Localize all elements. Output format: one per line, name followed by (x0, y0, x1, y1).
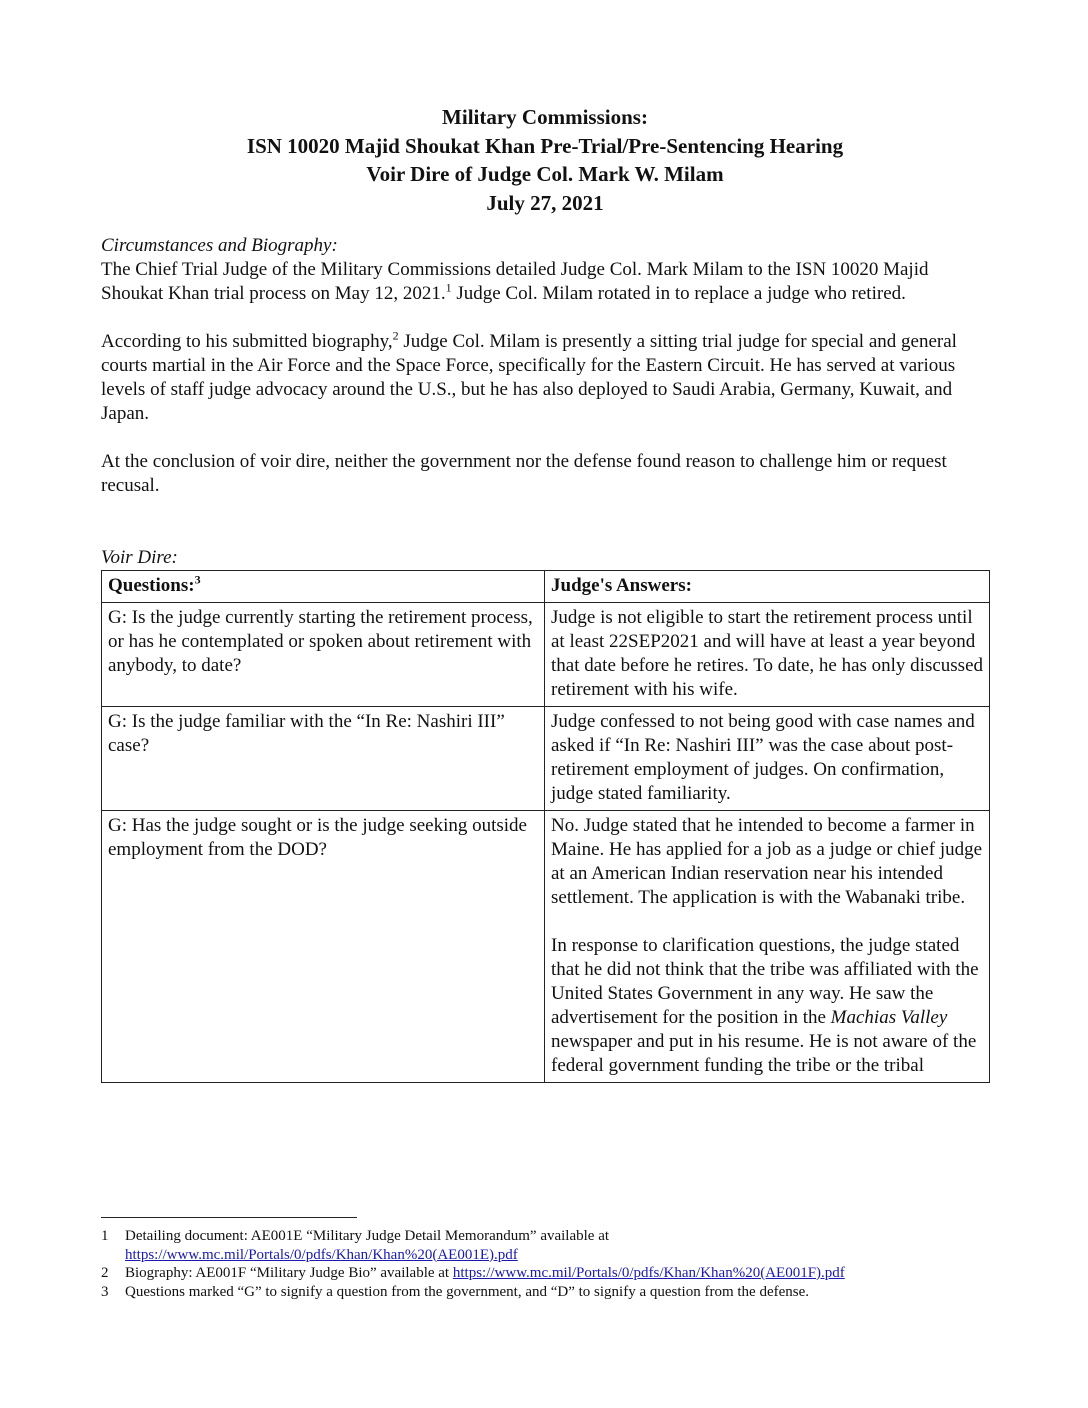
answer-paragraph: No. Judge stated that he intended to become a farmer in Maine. He has applied for a job as a judge or chief judge at an American Indian reservation near his intended settlement. The application is with the Wabanaki tribe. (551, 815, 983, 908)
answer-cell: Judge is not eligible to start the retirement process until at least 22SEP2021 and will have at least a year beyond that date before he retires. To date, he has only discussed retirement with his wife. (545, 603, 990, 707)
paragraph-text: Judge Col. Milam is presently a sitting trial judge for special and general courts martial in the Air Force and the Space Force, specifically for the Eastern Circuit. He has served at various levels of staff judge advocacy around the U.S., but he has also deployed to Saudi Arabia, Germany, Kuwait, and Japan. (101, 331, 957, 424)
footnote-separator (101, 1217, 357, 1218)
answer-text: newspaper and put in his resume. He is not aware of the federal government funding the tribe or the tribal (551, 1031, 977, 1076)
paragraph-text: The Chief Trial Judge of the Military Commissions detailed Judge Col. Mark Milam to the ISN 10020 Majid Shoukat Khan trial process on May 12, 2021. (101, 259, 929, 304)
answer-text: In response to clarification questions, the judge stated that he did not think that the tribe was affiliated with the United States Government in any way. He saw the advertisement for the position in the (551, 935, 979, 1028)
paragraph-text: Judge Col. Milam rotated in to replace a judge who retired. (451, 283, 906, 304)
circumstances-paragraph-3: At the conclusion of voir dire, neither the government nor the defense found reason to challenge him or request recusal. (101, 451, 947, 496)
footnote-text: Detailing document: AE001E “Military Judge Detail Memorandum” available at (125, 1228, 610, 1244)
header-label: Questions: (108, 575, 195, 596)
table-row (102, 707, 990, 811)
footnote-link-ae001f[interactable]: https://www.mc.mil/Portals/0/pdfs/Khan/Khan%20(AE001F).pdf (452, 1265, 845, 1281)
footnote-2 (101, 1264, 1001, 1283)
title-line-2: ISN 10020 Majid Shoukat Khan Pre-Trial/Pre-Sentencing Hearing (246, 133, 844, 158)
table-header-row (102, 571, 990, 603)
footnote-number: 1 (101, 1228, 109, 1244)
footnote-number: 3 (101, 1283, 109, 1300)
title-line-3: Voir Dire of Judge Col. Mark W. Milam (366, 162, 724, 186)
newspaper-name: Machias Valley (830, 1007, 948, 1028)
voir-dire-heading: Voir Dire: (101, 547, 178, 568)
table-row (102, 811, 990, 1083)
answer-cell: Judge confessed to not being good with case names and asked if “In Re: Nashiri III” was the case about post-retirement employment of judges. On confirmation, judge stated familiarity. (545, 707, 990, 811)
title-date: July 27, 2021 (486, 190, 604, 215)
footnotes (101, 1227, 1001, 1301)
answer-cell (545, 811, 990, 1083)
question-cell: G: Has the judge sought or is the judge seeking outside employment from the DOD? (102, 811, 545, 1083)
footnote-number: 2 (101, 1265, 109, 1281)
footnote-text: Questions marked “G” to signify a question from the government, and “D” to signify a question from the defense. (125, 1283, 809, 1300)
footnote-3 (101, 1283, 1001, 1302)
column-header-questions (102, 571, 545, 603)
footnote-link-ae001e[interactable]: https://www.mc.mil/Portals/0/pdfs/Khan/Khan%20(AE001E).pdf (125, 1246, 518, 1263)
column-header-answers: Judge's Answers: (545, 571, 990, 603)
document-title (101, 103, 989, 217)
title-line-1: Military Commissions: (442, 105, 648, 129)
paragraph-text: According to his submitted biography, (101, 331, 393, 352)
footnote-ref-3[interactable]: 3 (194, 572, 201, 587)
circumstances-paragraph-1 (101, 258, 989, 306)
table-row (102, 603, 990, 707)
footnote-1 (101, 1227, 1001, 1264)
footnote-ref-2[interactable]: 2 (392, 328, 399, 343)
circumstances-paragraph-2 (101, 330, 989, 426)
footnote-text: Biography: AE001F “Military Judge Bio” available at (125, 1265, 453, 1281)
question-cell: G: Is the judge currently starting the retirement process, or has he contemplated or spoken about retirement with anybody, to date? (102, 603, 545, 707)
document-page (101, 103, 989, 1083)
footnote-ref-1[interactable]: 1 (445, 280, 452, 295)
question-cell: G: Is the judge familiar with the “In Re: Nashiri III” case? (102, 707, 545, 811)
answer-paragraph (551, 934, 983, 1078)
circumstances-heading: Circumstances and Biography: (101, 235, 338, 256)
voir-dire-table (101, 570, 990, 1083)
